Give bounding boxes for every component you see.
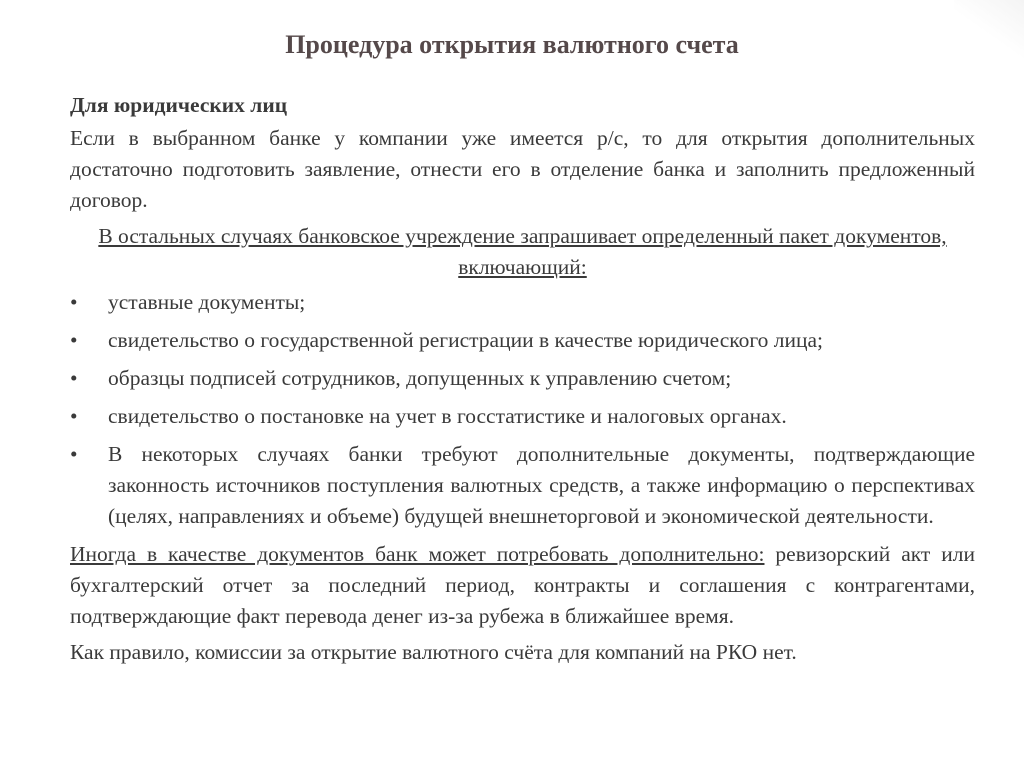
subheading: Для юридических лиц (70, 93, 288, 117)
list-item-text: свидетельство о постановке на учет в госстатистике и налоговых органах. (108, 404, 787, 428)
additional-documents-details: ревизорский акт или бухгалтерский отчет за последний период, контракты и соглашения с контрагентами, подтверждающие факт перевода денег из-за рубежа в ближайшее время. (70, 542, 975, 628)
list-item-text: образцы подписей сотрудников, допущенных к управлению счетом; (108, 366, 732, 390)
list-item (70, 287, 975, 318)
documents-list (70, 287, 975, 532)
paragraph-additional-documents (70, 539, 975, 632)
bullet-icon: • (70, 290, 78, 314)
bullet-icon: • (70, 404, 78, 428)
list-item-text: свидетельство о государственной регистрации в качестве юридического лица; (108, 328, 824, 352)
list-item (70, 401, 975, 432)
list-item (70, 439, 975, 532)
slide-title: Процедура открытия валютного счета (285, 30, 739, 59)
paragraph-commission: Как правило, комиссии за открытие валютного счёта для компаний на РКО нет. (70, 640, 797, 664)
bullet-icon: • (70, 366, 78, 390)
slide-body (70, 90, 975, 673)
paragraph-existing-account: Если в выбранном банке у компании уже имеется р/с, то для открытия дополнительных достаточно подготовить заявление, отнести его в отделение банка и заполнить предложенный договор. (70, 126, 975, 212)
list-item-text: уставные документы; (108, 290, 306, 314)
bullet-icon: • (70, 328, 78, 352)
list-item-text: В некоторых случаях банки требуют дополнительные документы, подтверждающие законность источников поступления валютных средств, а также информацию о перспективах (целях, направлениях и объеме) будущей внешнеторговой и экономической деятельности. (108, 442, 975, 528)
list-item (70, 325, 975, 356)
additional-documents-lead: Иногда в качестве документов банк может потребовать дополнительно: (70, 542, 765, 566)
paragraph-documents-intro: В остальных случаях банковское учреждение запрашивает определенный пакет документов, включающий: (98, 224, 947, 279)
bullet-icon: • (70, 442, 78, 466)
list-item (70, 363, 975, 394)
